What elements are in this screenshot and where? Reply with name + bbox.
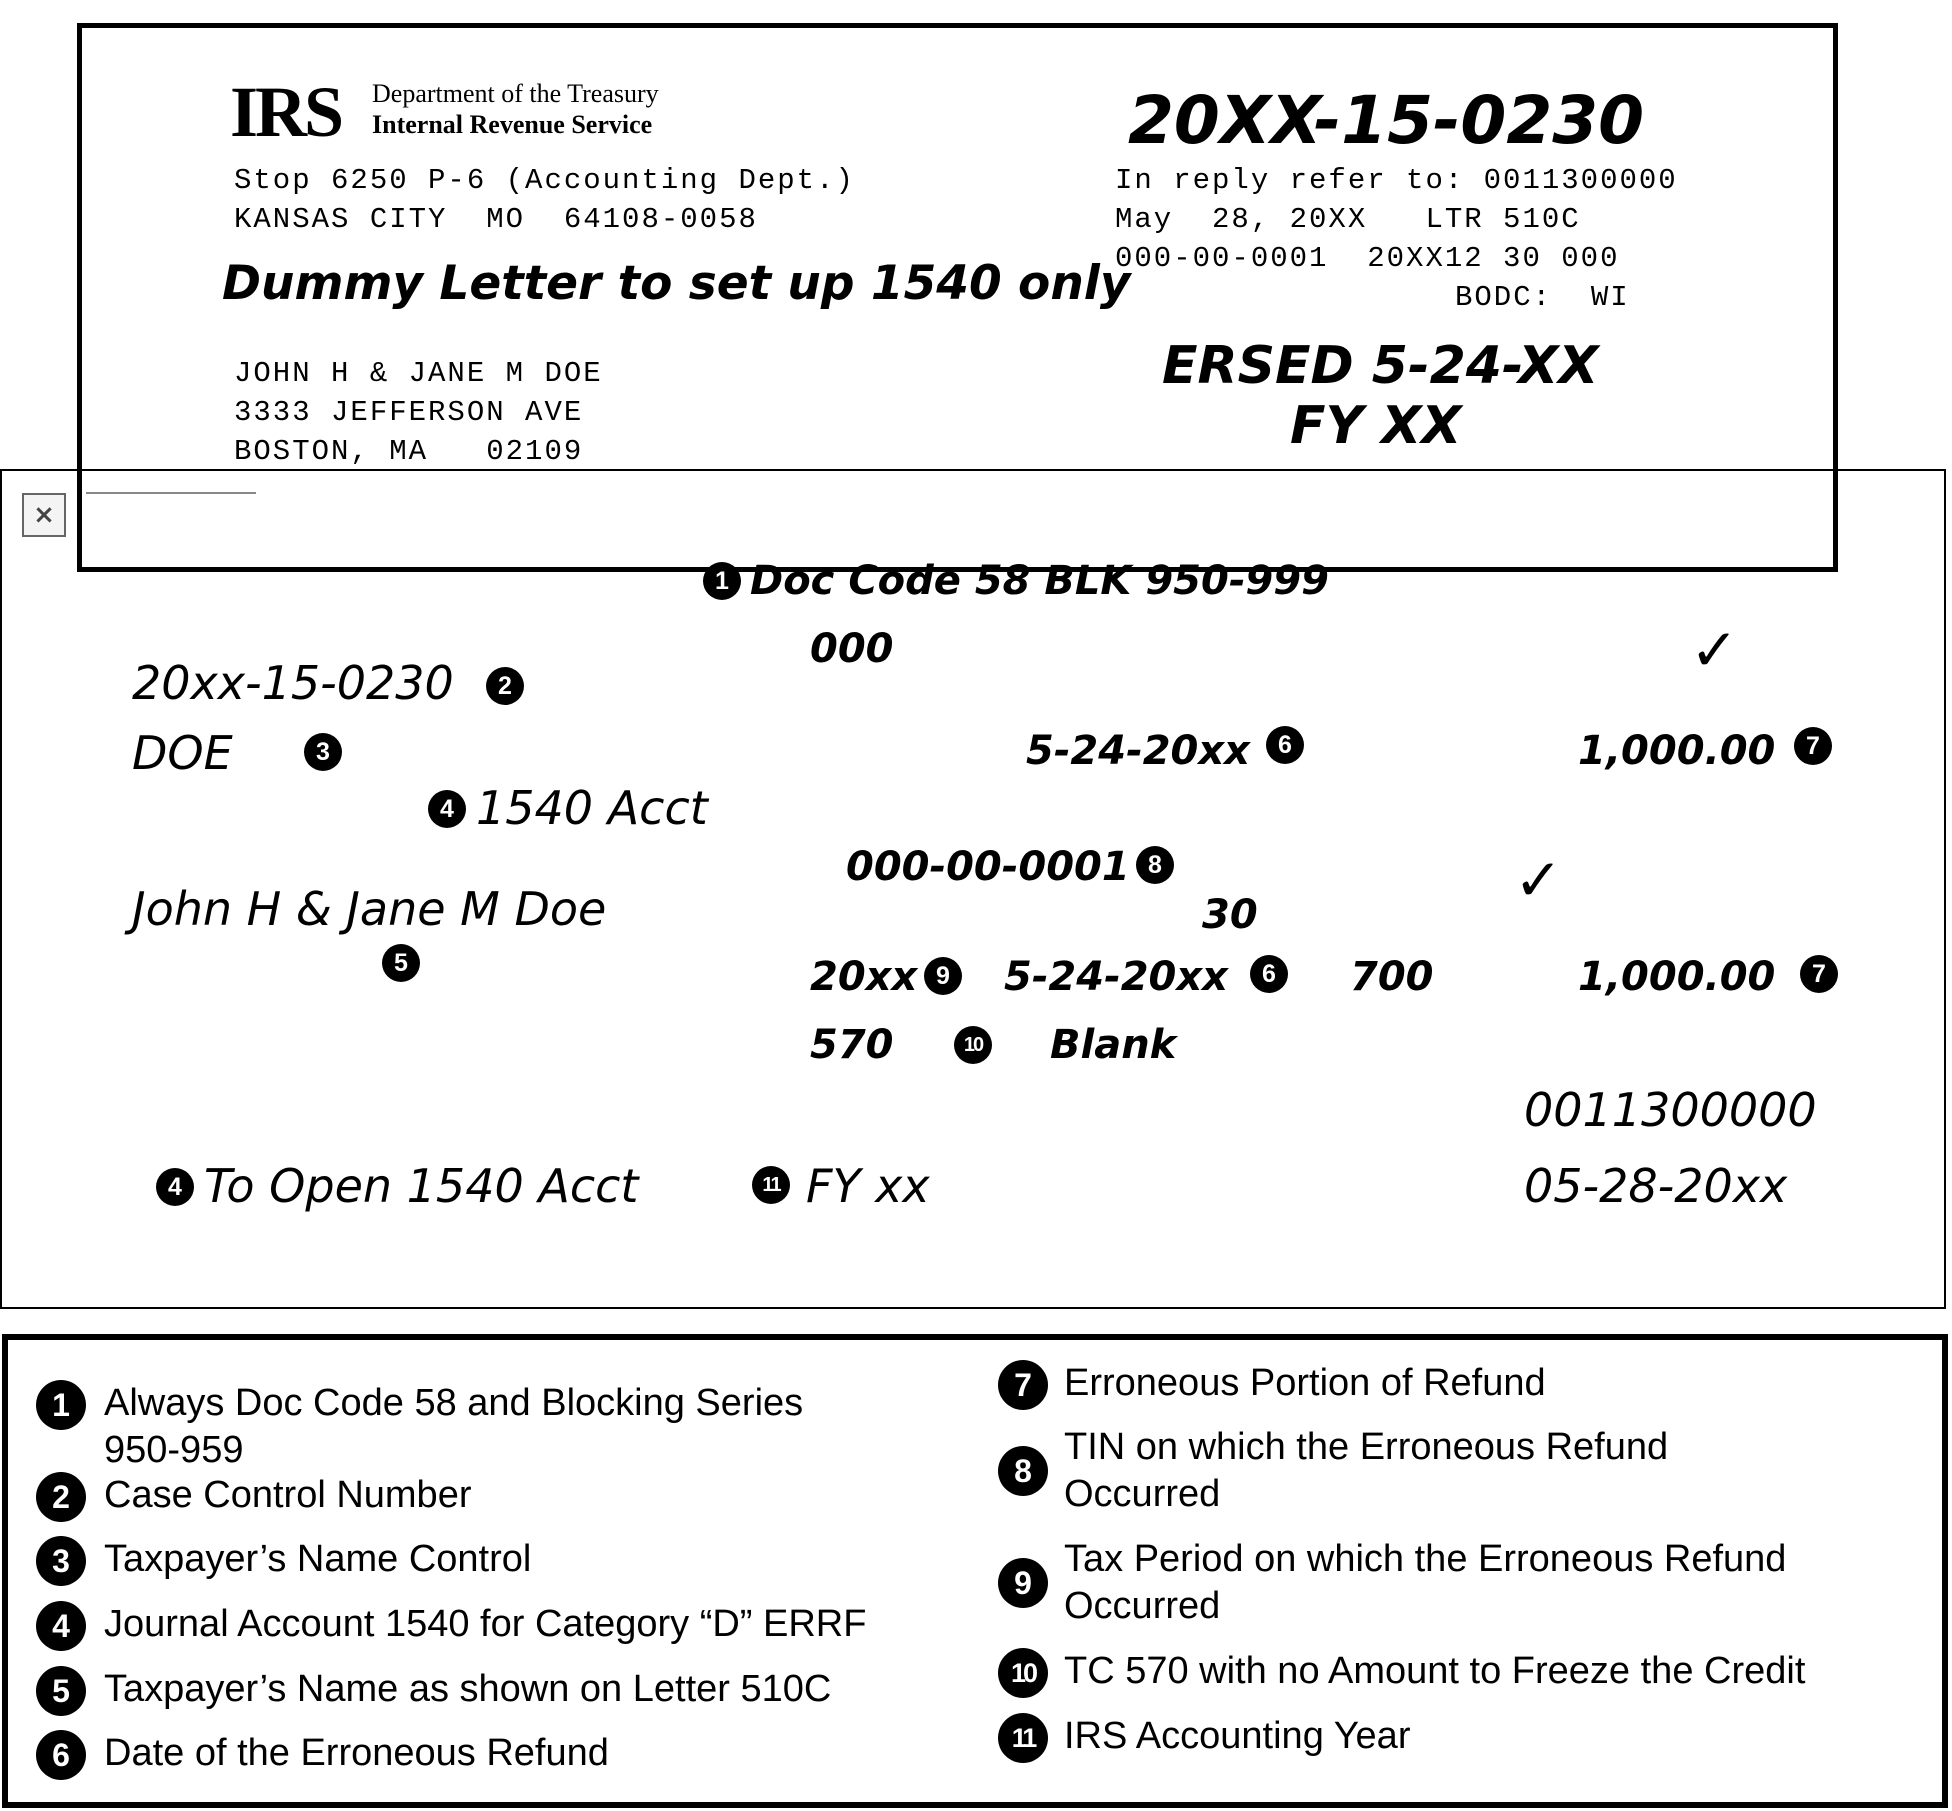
irs-logo: IRS bbox=[230, 72, 342, 152]
legend-badge-4: 4 bbox=[36, 1601, 86, 1651]
faint-divider bbox=[86, 492, 256, 494]
doc-code-field: Doc Code 58 BLK 950-999 bbox=[750, 558, 1329, 604]
tc-570-field: 570 bbox=[810, 1022, 894, 1068]
check-mark-2-icon: ✓ bbox=[1514, 846, 1563, 914]
legend-item-3 bbox=[36, 1536, 531, 1583]
legend-text-2: Case Control Number bbox=[104, 1474, 472, 1516]
dept-line-1: Department of the Treasury bbox=[372, 79, 659, 108]
tc-700-field: 700 bbox=[1350, 954, 1434, 1000]
legend-text-3: Taxpayer’s Name Control bbox=[104, 1538, 532, 1580]
legend-text-11: IRS Accounting Year bbox=[1064, 1715, 1411, 1757]
fy-field: FY xx bbox=[806, 1159, 930, 1213]
badge-4-second: 4 bbox=[156, 1168, 194, 1206]
badge-11: 11 bbox=[752, 1166, 790, 1204]
amount-2-field: 1,000.00 bbox=[1578, 954, 1776, 1000]
legend-text-7: Erroneous Portion of Refund bbox=[1064, 1362, 1546, 1404]
legend-badge-2: 2 bbox=[36, 1472, 86, 1522]
letter-case-number: 20XX-15-0230 bbox=[1128, 82, 1645, 159]
legend-item-5 bbox=[36, 1666, 831, 1713]
legend-text-6: Date of the Erroneous Refund bbox=[104, 1732, 609, 1774]
recipient-line-3: BOSTON, MA 02109 bbox=[234, 435, 584, 468]
posted-date-field: 05-28-20xx bbox=[1524, 1159, 1788, 1213]
fy-stamp: FY XX bbox=[1290, 396, 1462, 456]
irs-address-line-1: Stop 6250 P-6 (Accounting Dept.) bbox=[234, 164, 855, 197]
badge-7: 7 bbox=[1794, 727, 1832, 765]
ersed-stamp: ERSED 5-24-XX bbox=[1162, 336, 1599, 396]
badge-2: 2 bbox=[486, 667, 524, 705]
legend-item-8 bbox=[998, 1424, 1668, 1518]
legend-item-1 bbox=[36, 1380, 803, 1474]
legend-badge-7: 7 bbox=[998, 1360, 1048, 1410]
check-mark-icon: ✓ bbox=[1690, 616, 1739, 684]
badge-1: 1 bbox=[703, 562, 741, 600]
legend-text-9b: Occurred bbox=[1064, 1585, 1221, 1627]
taxpayer-name-field: John H & Jane M Doe bbox=[132, 882, 607, 936]
dept-line-2: Internal Revenue Service bbox=[372, 110, 653, 139]
irs-address-line-2: KANSAS CITY MO 64108-0058 bbox=[234, 203, 758, 236]
name-control-field: DOE bbox=[132, 726, 233, 780]
dummy-letter-note: Dummy Letter to set up 1540 only bbox=[222, 256, 1131, 311]
legend-text-4: Journal Account 1540 for Category “D” ERRF bbox=[104, 1603, 867, 1645]
reply-reference-line: In reply refer to: 0011300000 bbox=[1115, 164, 1678, 197]
legend-text-10: TC 570 with no Amount to Freeze the Credit bbox=[1064, 1650, 1806, 1692]
legend-item-10 bbox=[998, 1648, 1805, 1695]
legend-item-2 bbox=[36, 1472, 471, 1519]
legend-badge-5: 5 bbox=[36, 1666, 86, 1716]
mft-field: 30 bbox=[1202, 892, 1258, 938]
badge-4: 4 bbox=[428, 790, 466, 828]
recipient-line-1: JOHN H & JANE M DOE bbox=[234, 357, 603, 390]
badge-6: 6 bbox=[1266, 726, 1304, 764]
badge-7-second: 7 bbox=[1800, 955, 1838, 993]
legend-badge-3: 3 bbox=[36, 1536, 86, 1586]
to-open-acct-field: To Open 1540 Acct bbox=[204, 1159, 639, 1213]
amount-1-field: 1,000.00 bbox=[1578, 728, 1776, 774]
refund-date-2-field: 5-24-20xx bbox=[1004, 954, 1228, 1000]
letter-tin-line: 000-00-0001 20XX12 30 000 bbox=[1115, 242, 1620, 275]
recipient-line-2: 3333 JEFFERSON AVE bbox=[234, 396, 584, 429]
badge-6-second: 6 bbox=[1250, 955, 1288, 993]
legend-badge-9: 9 bbox=[998, 1558, 1048, 1608]
reference-number-field: 0011300000 bbox=[1524, 1083, 1817, 1137]
close-button[interactable]: × bbox=[22, 493, 66, 537]
legend-item-11 bbox=[998, 1713, 1410, 1760]
case-control-field: 20xx-15-0230 bbox=[132, 656, 454, 710]
legend-text-8b: Occurred bbox=[1064, 1473, 1221, 1515]
legend-item-9 bbox=[998, 1536, 1786, 1630]
legend-text-1a: Always Doc Code 58 and Blocking Series bbox=[104, 1382, 804, 1424]
badge-3: 3 bbox=[304, 733, 342, 771]
legend-text-9a: Tax Period on which the Erroneous Refund bbox=[1064, 1538, 1787, 1580]
legend-text-8a: TIN on which the Erroneous Refund bbox=[1064, 1426, 1669, 1468]
acct-1540-field: 1540 Acct bbox=[476, 781, 708, 835]
badge-9: 9 bbox=[924, 957, 962, 995]
legend-badge-10: 10 bbox=[998, 1648, 1048, 1698]
legend-badge-1: 1 bbox=[36, 1380, 86, 1430]
legend-badge-11: 11 bbox=[998, 1713, 1048, 1763]
legend-text-5: Taxpayer’s Name as shown on Letter 510C bbox=[104, 1668, 832, 1710]
blank-note-field: Blank bbox=[1050, 1022, 1177, 1068]
legend-text-1b: 950-959 bbox=[104, 1429, 244, 1471]
tin-field: 000-00-0001 bbox=[846, 844, 1130, 890]
tax-period-field: 20xx bbox=[810, 954, 918, 1000]
legend-badge-6: 6 bbox=[36, 1730, 86, 1780]
legend-badge-8: 8 bbox=[998, 1446, 1048, 1496]
legend-item-6 bbox=[36, 1730, 609, 1777]
legend-item-4 bbox=[36, 1601, 866, 1648]
top-code-field: 000 bbox=[810, 626, 894, 672]
bodc-line: BODC: WI bbox=[1455, 281, 1630, 314]
refund-date-1-field: 5-24-20xx bbox=[1026, 728, 1250, 774]
badge-10: 10 bbox=[954, 1026, 992, 1064]
letter-date-line: May 28, 20XX LTR 510C bbox=[1115, 203, 1581, 236]
badge-8: 8 bbox=[1136, 846, 1174, 884]
badge-5: 5 bbox=[382, 944, 420, 982]
legend-item-7 bbox=[998, 1360, 1546, 1407]
